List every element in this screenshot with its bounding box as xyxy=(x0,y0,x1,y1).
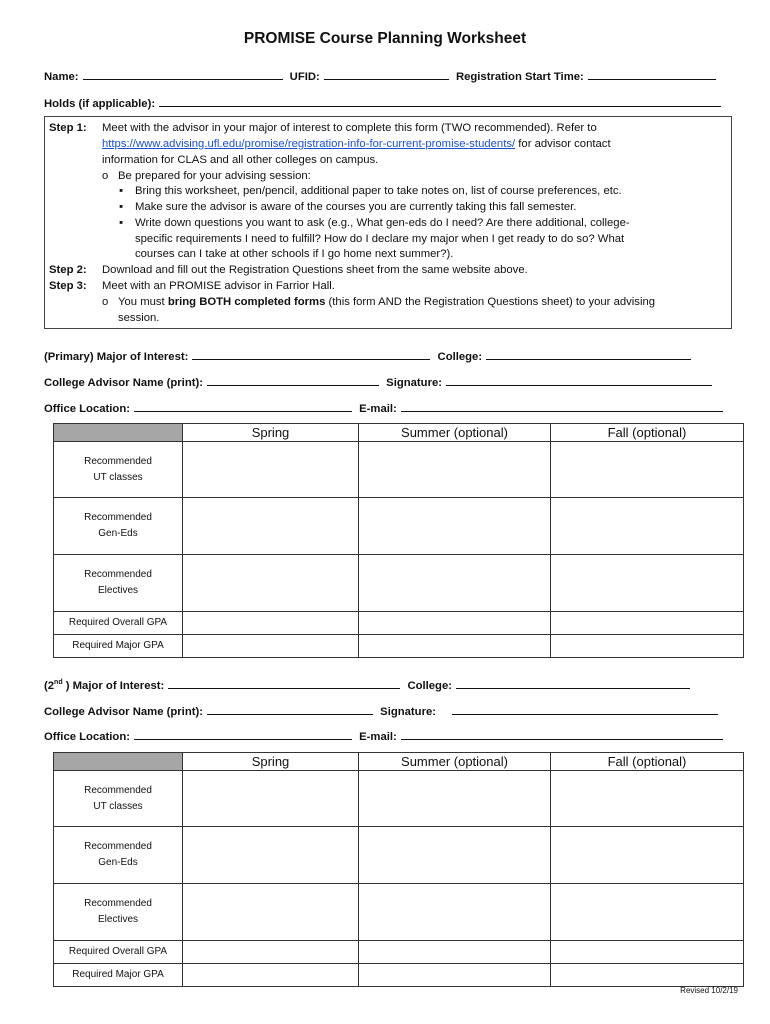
row-ut-classes: Recommended UT classes xyxy=(54,442,183,498)
major2-sup: nd xyxy=(54,679,63,687)
sub3-bold: bring BOTH completed forms xyxy=(167,296,326,308)
row-gen-eds: Recommended Gen-Eds xyxy=(54,498,183,555)
cell-spring-ut[interactable] xyxy=(183,442,359,498)
bullet2-text: Make sure the advisor is aware of the courses you are currently taking this fall semester. xyxy=(135,201,577,213)
plan-table-2 xyxy=(53,752,744,987)
cell-fall-el[interactable] xyxy=(551,555,744,612)
advisor-field[interactable] xyxy=(207,374,379,386)
cell-fall-ut[interactable] xyxy=(551,771,744,827)
advisor-label: College Advisor Name (print): xyxy=(44,377,204,389)
section2-office-row xyxy=(44,728,727,743)
sub3-post: (this form AND the Registration Questions sheet) to your advising xyxy=(325,296,656,308)
square-bullet-icon: ▪ xyxy=(119,185,124,197)
college-label: College: xyxy=(437,351,483,363)
step1-text: Meet with the advisor in your major of interest to complete this form (TWO recommended). Refer to xyxy=(102,122,597,134)
revised-date: Revised 10/2/19 xyxy=(680,986,738,995)
step3-label: Step 3: xyxy=(49,280,87,292)
sub3-line2: session. xyxy=(118,312,160,324)
cell-spring-mgpa[interactable] xyxy=(183,635,359,658)
cell-fall-mgpa[interactable] xyxy=(551,964,744,987)
table-corner xyxy=(54,424,183,442)
cell-summer-mgpa[interactable] xyxy=(359,635,551,658)
cell-spring-gpa[interactable] xyxy=(183,941,359,964)
major-field[interactable] xyxy=(192,348,430,360)
header-row xyxy=(44,68,720,83)
name-label: Name: xyxy=(44,71,79,83)
signature2-label: Signature: xyxy=(380,706,437,718)
col-fall: Fall (optional) xyxy=(551,424,744,442)
advisor2-field[interactable] xyxy=(207,703,373,715)
college-field[interactable] xyxy=(486,348,691,360)
square-bullet-icon: ▪ xyxy=(119,201,124,213)
table-corner xyxy=(54,753,183,771)
steps-box xyxy=(44,116,732,329)
office2-field[interactable] xyxy=(134,728,352,740)
cell-summer-gen[interactable] xyxy=(359,827,551,884)
row-ut-classes: Recommended UT classes xyxy=(54,771,183,827)
section2-major-row xyxy=(44,677,694,692)
signature2-field[interactable] xyxy=(452,703,718,715)
cell-spring-gen[interactable] xyxy=(183,827,359,884)
step2-label: Step 2: xyxy=(49,264,87,276)
cell-fall-gen[interactable] xyxy=(551,498,744,555)
section2-advisor-row xyxy=(44,703,722,718)
email-field[interactable] xyxy=(401,400,723,412)
advisor2-label: College Advisor Name (print): xyxy=(44,706,204,718)
cell-fall-gpa[interactable] xyxy=(551,941,744,964)
registration-label: Registration Start Time: xyxy=(455,71,584,83)
cell-fall-ut[interactable] xyxy=(551,442,744,498)
holds-row xyxy=(44,95,725,110)
section1-major-row xyxy=(44,348,695,363)
cell-summer-ut[interactable] xyxy=(359,771,551,827)
cell-spring-el[interactable] xyxy=(183,555,359,612)
office2-label: Office Location: xyxy=(44,731,130,743)
cell-fall-el[interactable] xyxy=(551,884,744,941)
step2-text: Download and fill out the Registration Questions sheet from the same website above. xyxy=(102,264,528,276)
cell-spring-ut[interactable] xyxy=(183,771,359,827)
holds-field[interactable] xyxy=(159,95,721,107)
section1-advisor-row xyxy=(44,374,716,389)
cell-spring-gen[interactable] xyxy=(183,498,359,555)
advising-link[interactable]: https://www.advising.ufl.edu/promise/registration-info-for-current-promise-students/ xyxy=(102,138,516,150)
row-major-gpa: Required Major GPA xyxy=(54,635,183,658)
cell-spring-gpa[interactable] xyxy=(183,612,359,635)
cell-fall-gen[interactable] xyxy=(551,827,744,884)
registration-field[interactable] xyxy=(588,68,716,80)
ufid-label: UFID: xyxy=(289,71,320,83)
signature-label: Signature: xyxy=(386,377,443,389)
row-overall-gpa: Required Overall GPA xyxy=(54,612,183,635)
bullet3-line1: Write down questions you want to ask (e.g., What gen-eds do I need? Are there additional, college- xyxy=(135,217,630,229)
bullet3-line2: specific requirements I need to fulfill? How do I declare my major when I get ready to do so? What xyxy=(135,233,625,245)
step1-label: Step 1: xyxy=(49,122,87,134)
college2-field[interactable] xyxy=(456,677,690,689)
step3-text: Meet with an PROMISE advisor in Farrior Hall. xyxy=(102,280,335,292)
sub1-text: Be prepared for your advising session: xyxy=(118,170,311,182)
section1-office-row xyxy=(44,400,727,415)
office-field[interactable] xyxy=(134,400,352,412)
college2-label: College: xyxy=(407,680,453,692)
major-label: (Primary) Major of Interest: xyxy=(44,351,189,363)
holds-label: Holds (if applicable): xyxy=(44,98,156,110)
cell-summer-gpa[interactable] xyxy=(359,612,551,635)
cell-summer-gen[interactable] xyxy=(359,498,551,555)
page-title: PROMISE Course Planning Worksheet xyxy=(243,30,527,47)
email2-label: E-mail: xyxy=(359,731,397,743)
email-label: E-mail: xyxy=(359,403,397,415)
cell-spring-mgpa[interactable] xyxy=(183,964,359,987)
bullet1-text: Bring this worksheet, pen/pencil, additional paper to take notes on, list of course preferences, etc. xyxy=(135,185,622,197)
name-field[interactable] xyxy=(83,68,283,80)
col-summer: Summer (optional) xyxy=(359,424,551,442)
ufid-field[interactable] xyxy=(324,68,449,80)
sub3-pre: You must xyxy=(118,296,168,308)
cell-summer-gpa[interactable] xyxy=(359,941,551,964)
col-spring: Spring xyxy=(183,753,359,771)
cell-summer-mgpa[interactable] xyxy=(359,964,551,987)
major2-label: ) Major of Interest: xyxy=(62,680,165,692)
cell-summer-el[interactable] xyxy=(359,884,551,941)
cell-spring-el[interactable] xyxy=(183,884,359,941)
row-electives: Recommended Electives xyxy=(54,555,183,612)
col-summer: Summer (optional) xyxy=(359,753,551,771)
col-spring: Spring xyxy=(183,424,359,442)
plan-table-1 xyxy=(53,423,744,658)
signature-field[interactable] xyxy=(446,374,712,386)
office-label: Office Location: xyxy=(44,403,130,415)
row-gen-eds: Recommended Gen-Eds xyxy=(54,827,183,884)
cell-fall-mgpa[interactable] xyxy=(551,635,744,658)
bullet3-line3: courses can I take at other schools if I go home next summer?). xyxy=(135,248,454,260)
row-electives: Recommended Electives xyxy=(54,884,183,941)
circle-bullet-icon: o xyxy=(102,170,109,182)
col-fall: Fall (optional) xyxy=(551,753,744,771)
circle-bullet-icon: o xyxy=(102,296,109,308)
row-major-gpa: Required Major GPA xyxy=(54,964,183,987)
cell-summer-el[interactable] xyxy=(359,555,551,612)
email2-field[interactable] xyxy=(401,728,723,740)
major2-field[interactable] xyxy=(168,677,400,689)
cell-fall-gpa[interactable] xyxy=(551,612,744,635)
row-overall-gpa: Required Overall GPA xyxy=(54,941,183,964)
step1-after-link: for advisor contact xyxy=(515,138,611,150)
square-bullet-icon: ▪ xyxy=(119,217,124,229)
step1-line3: information for CLAS and all other colleges on campus. xyxy=(102,154,379,166)
cell-summer-ut[interactable] xyxy=(359,442,551,498)
major2-prefix: (2 xyxy=(44,680,55,692)
